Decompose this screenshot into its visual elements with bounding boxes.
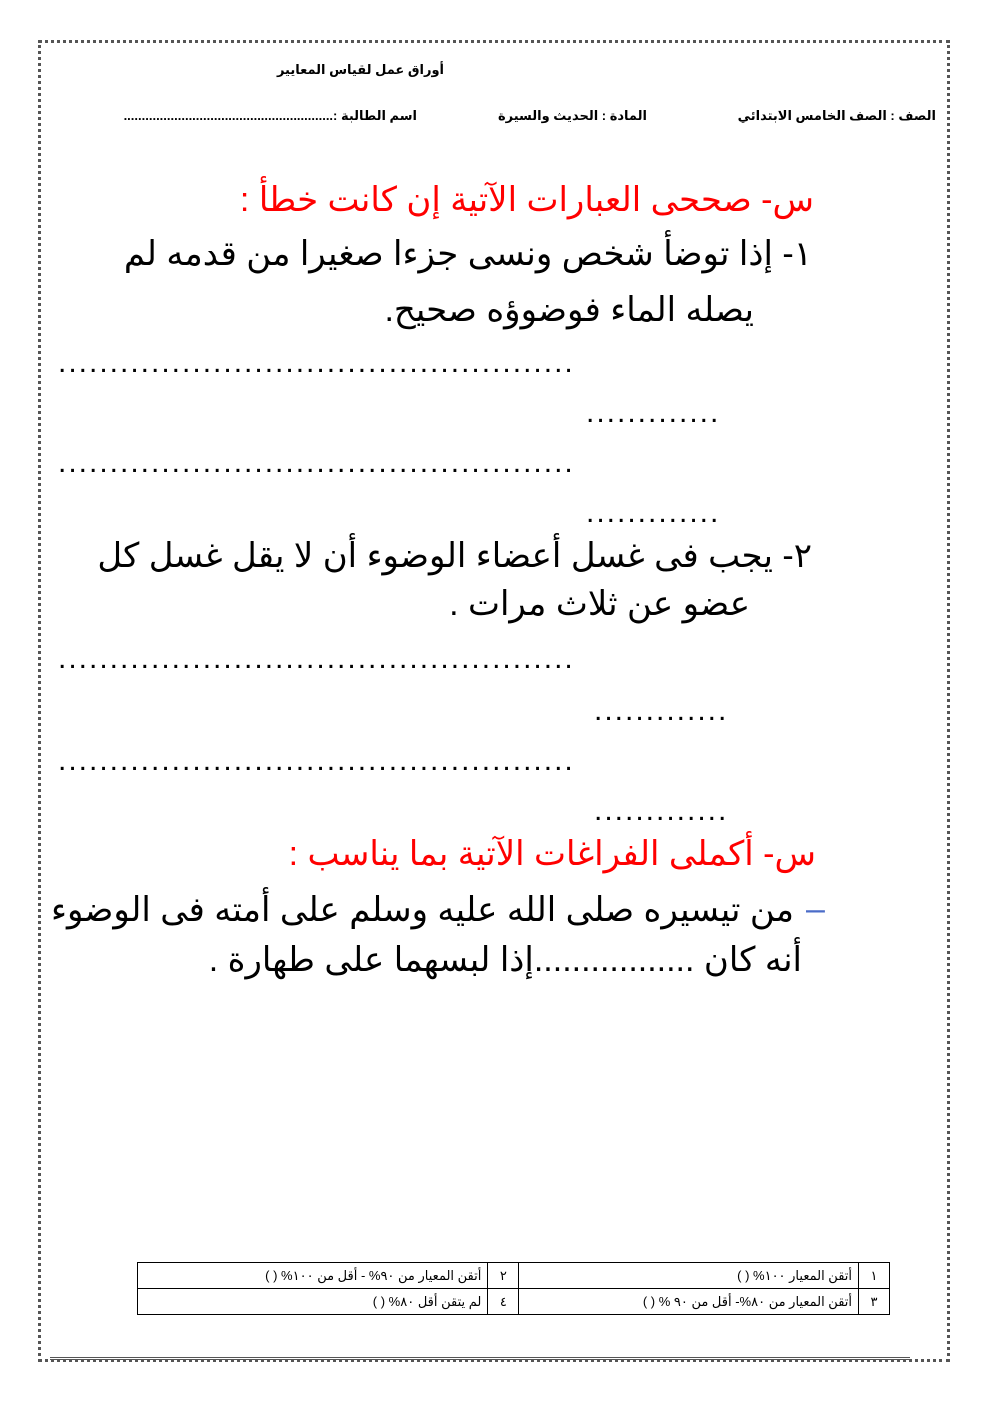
answer1-line3[interactable]: .................................................. [58,446,575,479]
answer2-line1[interactable]: .................................................. [58,642,575,675]
criteria-text-3[interactable]: أتقن المعيار من ٨٠%- أقل من ٩٠ % ( ) [519,1289,859,1315]
worksheet-title: أوراق عمل لقياس المعايير [276,62,444,77]
criteria-num-2: ٢ [488,1263,519,1289]
answer1-line1[interactable]: .................................................. [58,346,575,379]
subject-label: المادة : الحديث والسيرة [497,108,647,123]
criteria-num-4: ٤ [488,1289,519,1315]
question1-line2: يصله الماء فوضوؤه صحيح. [384,291,754,329]
section2-heading: س- أكملى الفراغات الآتية بما يناسب : [288,835,816,873]
criteria-text-2[interactable]: أتقن المعيار من ٩٠% - أقل من ١٠٠% ( ) [138,1263,488,1289]
student-name-field[interactable]: اسم الطالبة :.......................................................... [123,108,417,123]
section1-heading: س- صححى العبارات الآتية إن كانت خطأ : [239,181,814,219]
completion-line2: أنه كان .................إذا لبسهما على طهارة . [208,941,802,979]
table-row [138,1263,890,1289]
answer2-line2[interactable]: ............. [594,694,729,727]
answer2-line4[interactable]: ............. [594,794,729,827]
answer1-line4[interactable]: ............. [586,496,721,529]
question2-line1: ٢- يجب فى غسل أعضاء الوضوء أن لا يقل غسل كل [97,537,812,575]
criteria-num-1: ١ [859,1263,890,1289]
question1-line1: ١- إذا توضأ شخص ونسى جزءا صغيرا من قدمه لم [123,235,812,273]
criteria-text-1[interactable]: أتقن المعيار ١٠٠% ( ) [519,1263,859,1289]
question2-line2: عضو عن ثلاث مرات . [449,585,750,623]
bullet-dash: – [806,890,825,928]
table-row [138,1289,890,1315]
answer2-line3[interactable]: .................................................. [58,744,575,777]
criteria-table [137,1262,890,1315]
grade-label: الصف : الصف الخامس الابتدائي [737,108,936,123]
answer1-line2[interactable]: ............. [586,396,721,429]
criteria-text-4[interactable]: لم يتقن أقل ٨٠% ( ) [138,1289,488,1315]
criteria-num-3: ٣ [859,1289,890,1315]
completion-line1: من تيسيره صلى الله عليه وسلم على أمته فى الوضوء [51,891,794,929]
footer-divider [50,1357,910,1360]
